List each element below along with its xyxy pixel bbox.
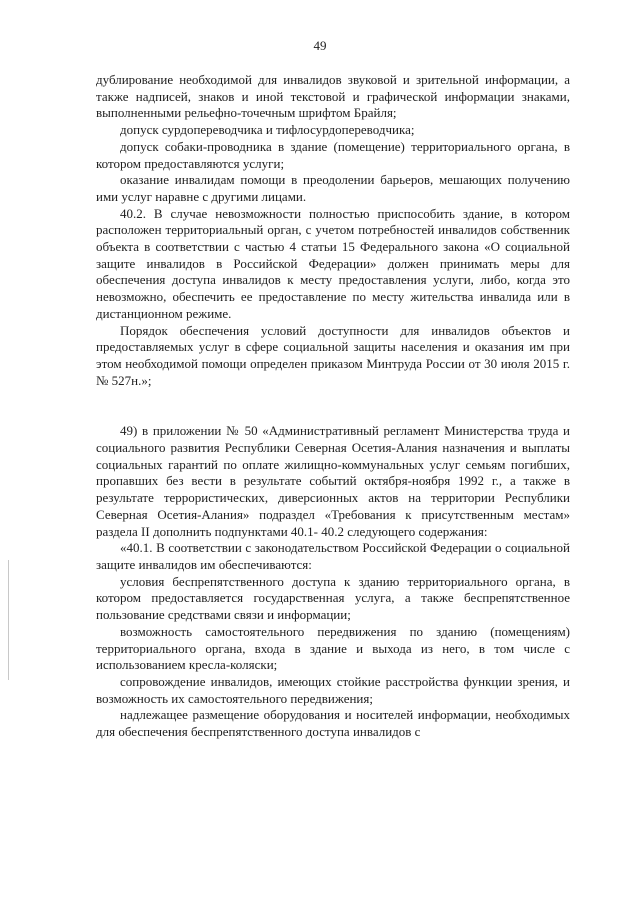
page-number: 49 xyxy=(313,38,327,53)
paragraph-gap xyxy=(96,389,570,423)
document-body xyxy=(96,72,570,741)
paragraph: 40.2. В случае невозможности полностью приспособить здание, в котором расположен территориальный орган, с учетом потребностей инвалидов собственник объекта в соответствии с частью 4 статьи 15 Федерального закона «О социальной защите инвалидов в Российской Федерации» должен принимать меры для обеспечения доступа инвалидов к месту предоставления услуги, либо, когда это невозможно, обеспечить ее предоставление по месту жительства инвалида или в дистанционном режиме. xyxy=(96,205,570,321)
paragraph: возможность самостоятельного передвижения по зданию (помещениям) территориального органа, входа в здание и выхода из него, в том числе с использованием кресла-коляски; xyxy=(96,623,570,673)
paragraph: 49) в приложении № 50 «Административный регламент Министерства труда и социального развития Республики Северная Осетия-Алания назначения и выплаты социальных гарантий по оплате жилищно-коммунальных услуг семьям погибших, пропавших без вести в результате событий октября-ноября 1992 г., а также в результате террористических, диверсионных актов на территории Республики Северная Осетия-Алания» подраздел «Требования к присутственным местам» раздела II дополнить подпунктами 40.1- 40.2 следующего содержания: xyxy=(96,423,570,539)
margin-mark xyxy=(8,560,9,680)
paragraph: оказание инвалидам помощи в преодолении барьеров, мешающих получению ими услуг наравне с другими лицами. xyxy=(96,172,570,204)
paragraph: надлежащее размещение оборудования и носителей информации, необходимых для обеспечения беспрепятственного доступа инвалидов с xyxy=(96,707,570,740)
paragraph: дублирование необходимой для инвалидов звуковой и зрительной информации, а также надписей, знаков и иной текстовой и графической информации знаками, выполненными рельефно-точечным шрифтом Брайля; xyxy=(96,72,570,121)
paragraph: «40.1. В соответствии с законодательством Российской Федерации о социальной защите инвалидов им обеспечиваются: xyxy=(96,540,570,572)
paragraph: условия беспрепятственного доступа к зданию территориального органа, в котором предоставляется государственная услуга, а также беспрепятственное пользование средствами связи и информации; xyxy=(96,573,570,623)
paragraph: Порядок обеспечения условий доступности для инвалидов объектов и предоставляемых услуг в сфере социальной защиты населения и оказания им при этом необходимой помощи определен приказом Минтруда России от 30 июля 2015 г. № 527н.»; xyxy=(96,322,570,388)
paragraph: допуск сурдопереводчика и тифлосурдопереводчика; xyxy=(120,122,415,138)
paragraph: допуск собаки-проводника в здание (помещение) территориального органа, в котором предоставляются услуги; xyxy=(96,138,570,171)
paragraph: сопровождение инвалидов, имеющих стойкие расстройства функции зрения, и возможность их самостоятельного передвижения; xyxy=(96,673,570,706)
